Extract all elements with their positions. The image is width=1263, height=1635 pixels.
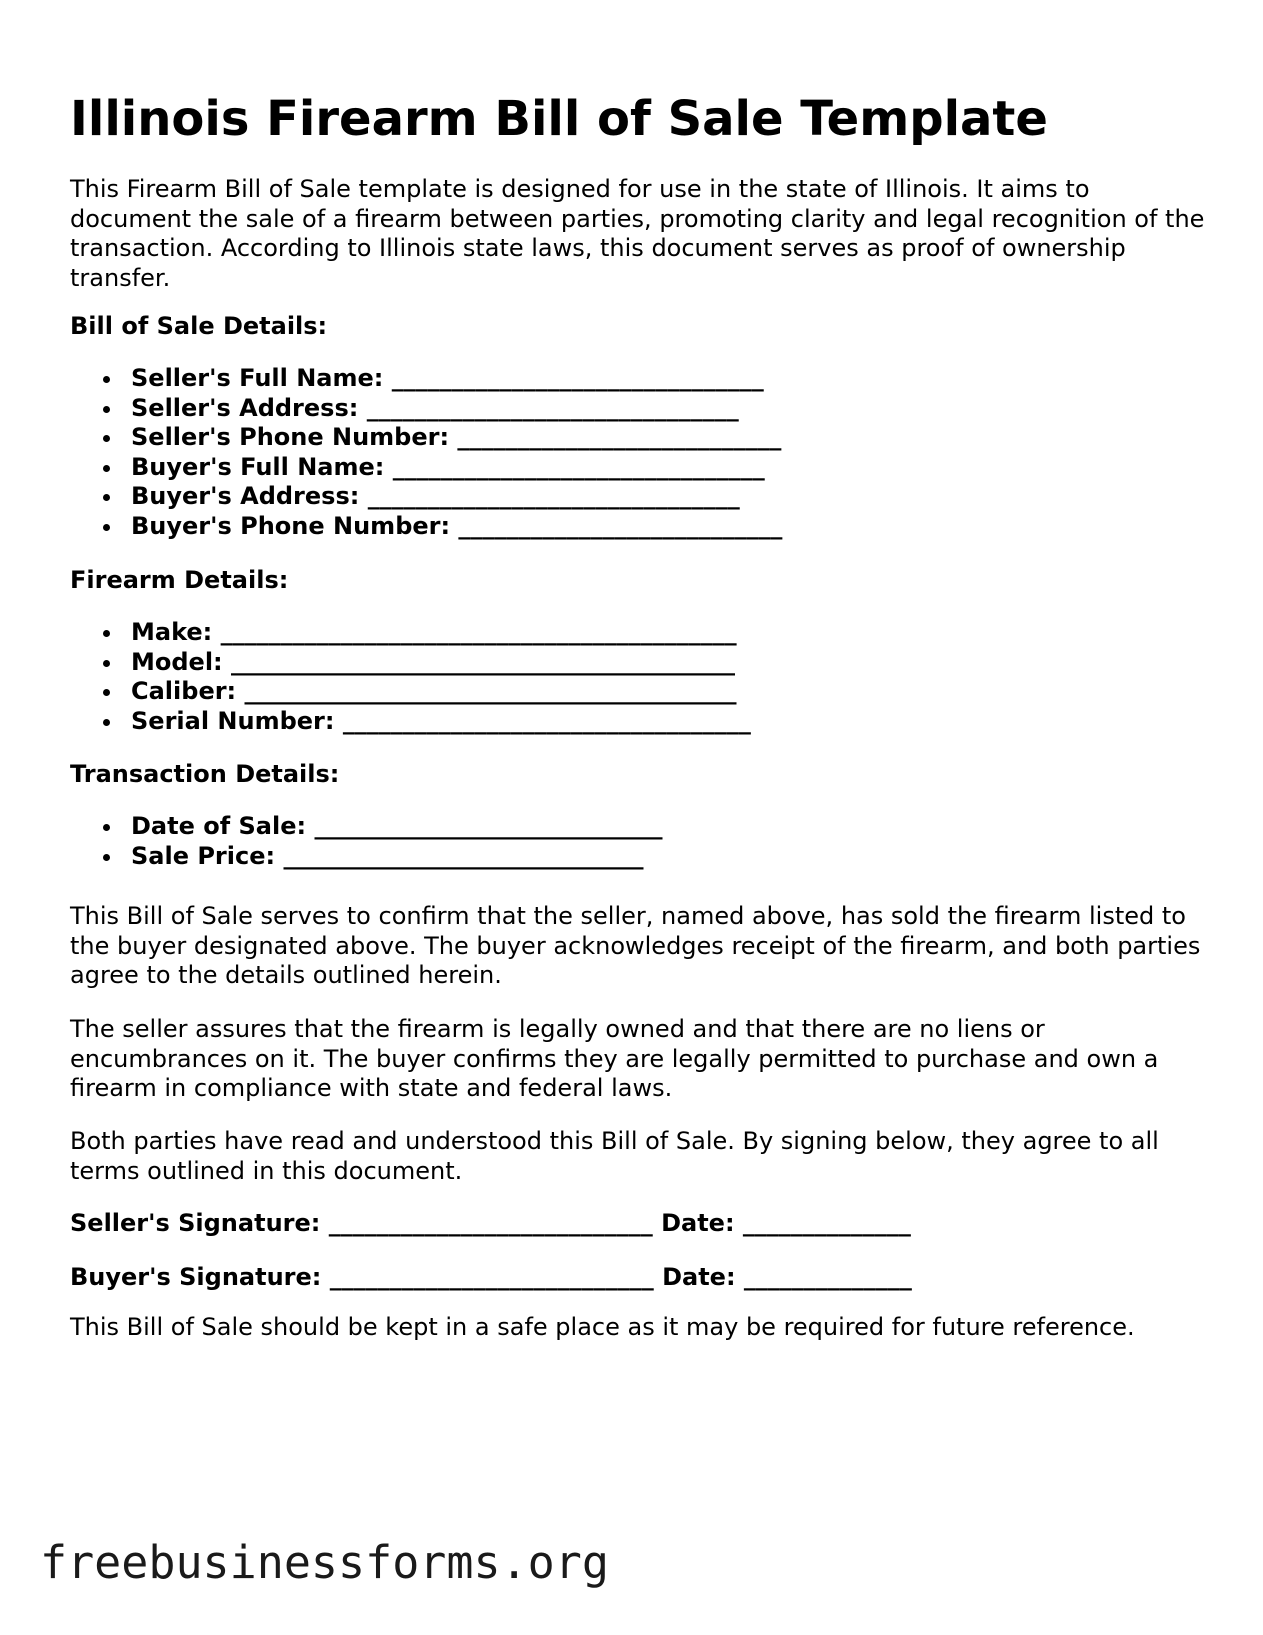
bullet-icon bbox=[103, 630, 110, 637]
bullet-icon bbox=[103, 824, 110, 831]
bullet-icon bbox=[103, 854, 110, 861]
seller-phone-field[interactable] bbox=[70, 423, 782, 453]
field-label: Model: __________________________________________ bbox=[131, 647, 736, 676]
field-label: Buyer's Phone Number: ___________________________ bbox=[131, 511, 783, 540]
bullet-icon bbox=[103, 689, 110, 696]
bullet-icon bbox=[103, 719, 110, 726]
bill-of-sale-field-list bbox=[70, 364, 782, 541]
page-title: Illinois Firearm Bill of Sale Template bbox=[70, 91, 1048, 147]
seller-signature-line[interactable]: Seller's Signature: ___________________________ Date: ______________ bbox=[70, 1209, 911, 1237]
field-label: Buyer's Address: _______________________________ bbox=[131, 482, 740, 510]
transaction-details-heading: Transaction Details: bbox=[70, 760, 340, 788]
footer-note: This Bill of Sale should be kept in a safe place as it may be required for future reference. bbox=[70, 1313, 1135, 1341]
field-label: Make: ___________________________________________ bbox=[131, 618, 737, 646]
field-label: Seller's Address: _______________________________ bbox=[131, 393, 739, 422]
bullet-icon bbox=[103, 376, 110, 383]
agreement-paragraph: Both parties have read and understood this Bill of Sale. By signing below, they agree to all terms outlined in this document. bbox=[70, 1127, 1159, 1185]
bullet-icon bbox=[103, 494, 110, 501]
bullet-icon bbox=[103, 406, 110, 413]
bill-of-sale-heading: Bill of Sale Details: bbox=[70, 312, 328, 340]
firearm-field-list bbox=[70, 618, 751, 736]
field-label: Serial Number: __________________________________ bbox=[131, 706, 751, 735]
buyer-address-field[interactable] bbox=[70, 482, 782, 512]
field-label: Date of Sale: _____________________________ bbox=[131, 812, 663, 840]
seller-full-name-field[interactable] bbox=[70, 364, 782, 394]
field-label: Buyer's Full Name: _______________________________ bbox=[131, 452, 765, 481]
bullet-icon bbox=[103, 524, 110, 531]
bullet-icon bbox=[103, 465, 110, 472]
bullet-icon bbox=[103, 660, 110, 667]
make-field[interactable] bbox=[70, 618, 751, 648]
field-label: Seller's Phone Number: ___________________________ bbox=[131, 423, 782, 451]
buyer-phone-field[interactable] bbox=[70, 512, 782, 542]
confirmation-paragraph: This Bill of Sale serves to confirm that the seller, named above, has sold the firearm listed to the buyer designated above. The buyer acknowledges receipt of the firearm, and both parties agree to the details outlined herein. bbox=[70, 902, 1201, 989]
field-label: Caliber: _________________________________________ bbox=[131, 677, 737, 705]
transaction-field-list bbox=[70, 812, 662, 871]
firearm-details-heading: Firearm Details: bbox=[70, 566, 289, 594]
buyer-full-name-field[interactable] bbox=[70, 453, 782, 483]
field-label: Sale Price: ______________________________ bbox=[131, 841, 644, 870]
serial-number-field[interactable] bbox=[70, 707, 751, 737]
seller-address-field[interactable] bbox=[70, 394, 782, 424]
date-of-sale-field[interactable] bbox=[70, 812, 662, 842]
bullet-icon bbox=[103, 435, 110, 442]
caliber-field[interactable] bbox=[70, 677, 751, 707]
watermark-logo: freebusinessforms.org bbox=[40, 1536, 609, 1589]
sale-price-field[interactable] bbox=[70, 842, 662, 872]
model-field[interactable] bbox=[70, 648, 751, 678]
buyer-signature-line[interactable]: Buyer's Signature: ___________________________ Date: ______________ bbox=[70, 1263, 912, 1291]
intro-paragraph: This Firearm Bill of Sale template is designed for use in the state of Illinois. It aims to document the sale of a firearm between parties, promoting clarity and legal recognition of the transaction. According to Illinois state laws, this document serves as proof of ownership transfer. bbox=[70, 175, 1205, 292]
field-label: Seller's Full Name: _______________________________ bbox=[131, 364, 764, 392]
assurance-paragraph: The seller assures that the firearm is legally owned and that there are no liens or encumbrances on it. The buyer confirms they are legally permitted to purchase and own a firearm in compliance with state and federal laws. bbox=[70, 1015, 1159, 1102]
